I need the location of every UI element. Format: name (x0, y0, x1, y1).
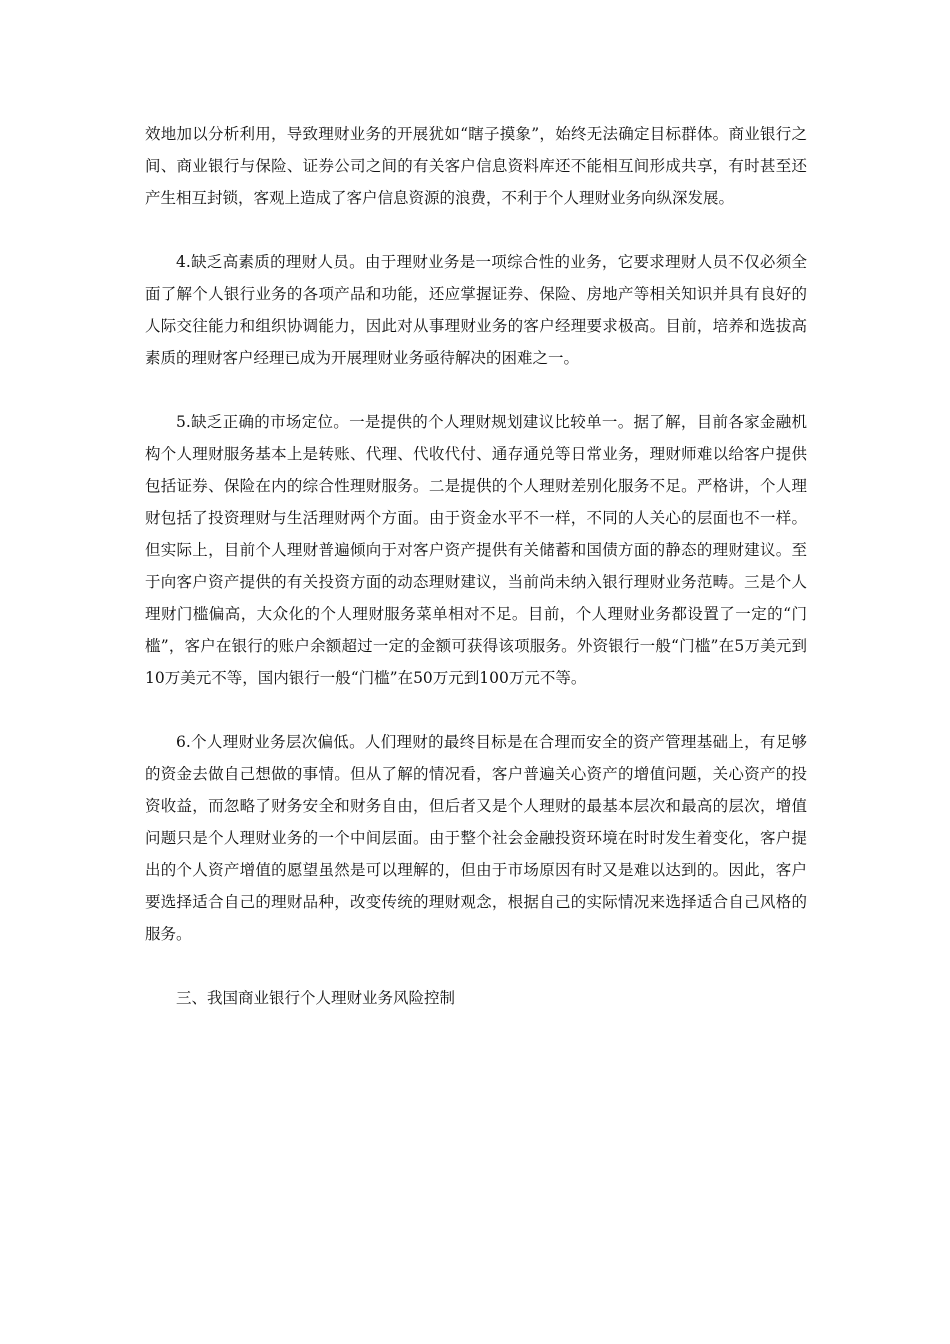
paragraph-continuation: 效地加以分析利用，导致理财业务的开展犹如“瞎子摸象”，始终无法确定目标群体。商业银行之间、商业银行与保险、证券公司之间的有关客户信息资料库还不能相互间形成共享，有时甚至还产生相互封锁，客观上造成了客户信息资源的浪费，不利于个人理财业务向纵深发展。 (145, 125, 807, 207)
section-heading: 三、我国商业银行个人理财业务风险控制 (176, 989, 456, 1007)
paragraph-item-6: 6.个人理财业务层次偏低。人们理财的最终目标是在合理而安全的资产管理基础上，有足够的资金去做自己想做的事情。但从了解的情况看，客户普遍关心资产的增值问题，关心资产的投资收益，而忽略了财务安全和财务自由，但后者又是个人理财的最基本层次和最高的层次，增值问题只是个人理财业务的一个中间层面。由于整个社会金融投资环境在时时发生着变化，客户提出的个人资产增值的愿望虽然是可以理解的，但由于市场原因有时又是难以达到的。因此，客户要选择适合自己的理财品种，改变传统的理财观念，根据自己的实际情况来选择适合自己风格的服务。 (145, 733, 807, 943)
paragraph-item-5: 5.缺乏正确的市场定位。一是提供的个人理财规划建议比较单一。据了解，目前各家金融机构个人理财服务基本上是转账、代理、代收代付、通存通兑等日常业务，理财师难以给客户提供包括证券、保险在内的综合性理财服务。二是提供的个人理财差别化服务不足。严格讲，个人理财包括了投资理财与生活理财两个方面。由于资金水平不一样，不同的人关心的层面也不一样。但实际上，目前个人理财普遍倾向于对客户资产提供有关储蓄和国债方面的静态的理财建议。至于向客户资产提供的有关投资方面的动态理财建议，当前尚未纳入银行理财业务范畴。三是个人理财门槛偏高，大众化的个人理财服务菜单相对不足。目前，个人理财业务都设置了一定的“门槛”，客户在银行的账户余额超过一定的金额可获得该项服务。外资银行一般“门槛”在5万美元到10万美元不等，国内银行一般“门槛”在50万元到100万元不等。 (145, 413, 807, 687)
paragraph-item-4: 4.缺乏高素质的理财人员。由于理财业务是一项综合性的业务，它要求理财人员不仅必须全面了解个人银行业务的各项产品和功能，还应掌握证券、保险、房地产等相关知识并具有良好的人际交往能力和组织协调能力，因此对从事理财业务的客户经理要求极高。目前，培养和选拔高素质的理财客户经理已成为开展理财业务亟待解决的困难之一。 (145, 253, 807, 367)
document-body (145, 118, 807, 1014)
